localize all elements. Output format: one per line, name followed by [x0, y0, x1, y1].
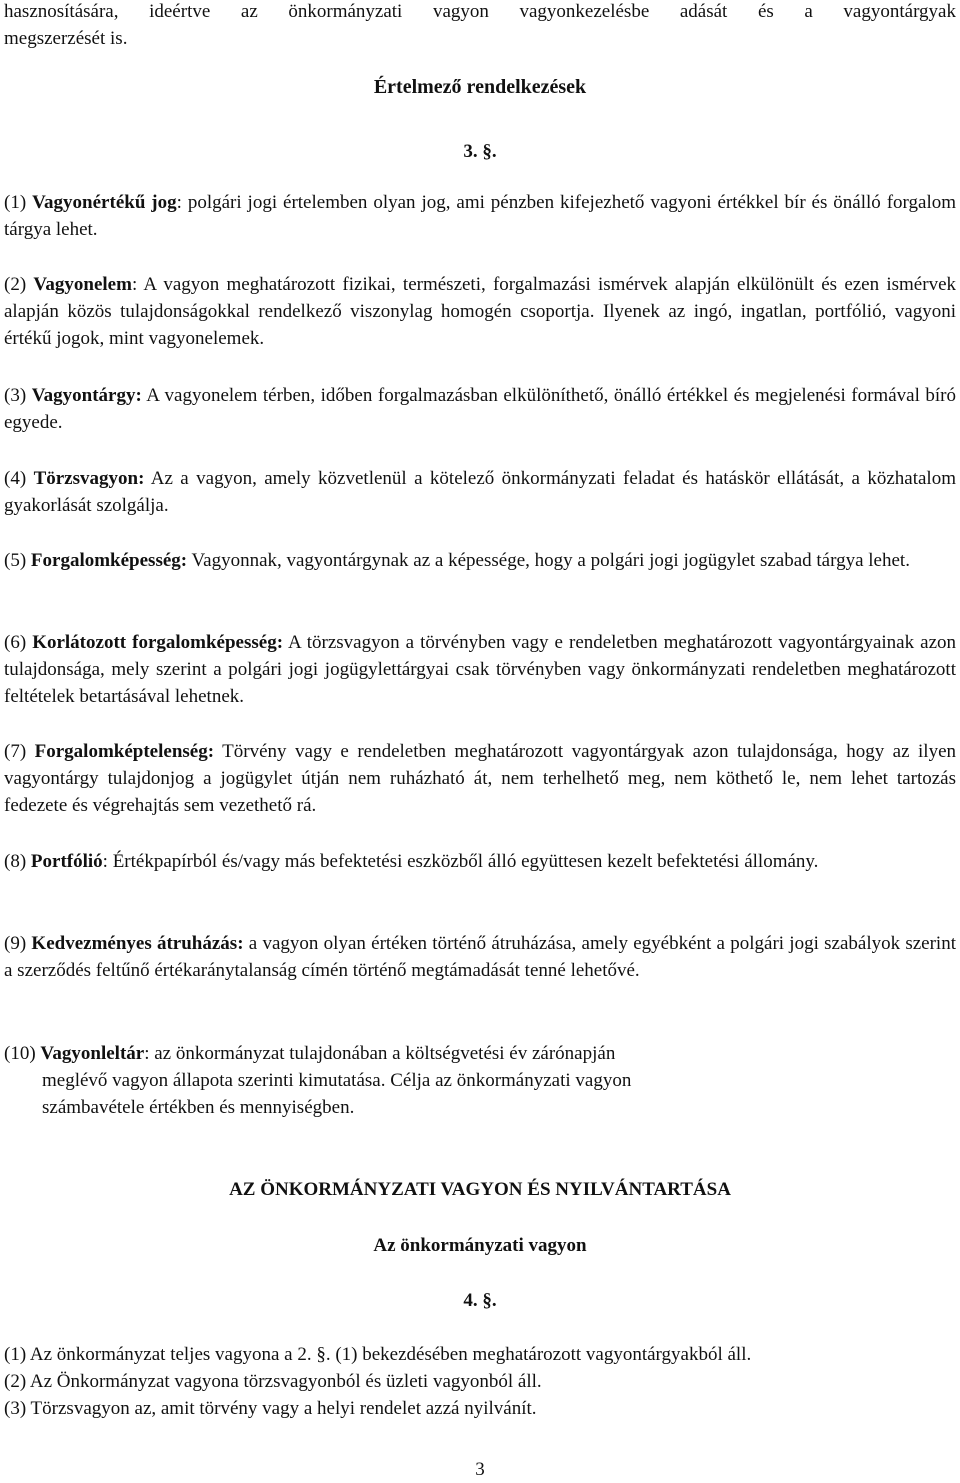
definition-term: Kedvezményes átruházás:: [31, 933, 244, 954]
definition-6: [4, 629, 956, 710]
section-number: 3. §.: [463, 141, 497, 162]
definition-text: Értékpapírból és/vagy más befektetési eszközből álló együttesen kezelt befektetési állomány.: [107, 851, 819, 872]
definition-1: (1) Vagyonértékű jog: polgári jogi értelemben olyan jog, ami pénzben kifejezhető vagyoni értékkel bír és önálló forgalom tárgya lehet.: [4, 192, 956, 240]
definition-number: (9): [4, 933, 27, 954]
definition-10-line-2: meglévő vagyon állapota szerinti kimutatása. Célja az önkormányzati vagyon: [42, 1070, 632, 1091]
definition-number: (1): [4, 192, 27, 213]
definition-number: (5): [4, 550, 27, 571]
subsection-number: 4. §.: [463, 1290, 497, 1311]
definition-text: Vagyonnak, vagyontárgynak az a képessége, hogy a polgári jogi jogügylet szabad tárgya lehet.: [187, 550, 910, 571]
definition-number: (8): [4, 851, 27, 872]
definition-term: Vagyontárgy:: [31, 385, 142, 406]
definition-term: Törzsvagyon:: [33, 468, 145, 489]
definition-text: A törzsvagyon a törvényben vagy e rendeletben meghatározott vagyontárgyainak azon tulajdonsága, mely szerint a polgári jogi jogügylettárgyai csak törvényben vagy önkormányzati rendeletben meghatározott feltételek betartásával lehetnek.: [4, 632, 957, 707]
definition-text: A vagyon meghatározott fizikai, természeti, forgalmazási ismérvek alapján elkülönült és ezen ismérvek alapján közös tulajdonságokkal rendelkező viszonylag homogén csoportja. Ilyenek az ingó, ingatlan, portfólió, vagyoni értékű jogok, mint vagyonelemek.: [4, 274, 957, 349]
list-item: (3) Törzsvagyon az, amit törvény vagy a helyi rendelet azzá nyilvánít.: [4, 1398, 537, 1419]
definition-number: (7): [4, 741, 27, 762]
definition-2: (2) Vagyonelem: A vagyon meghatározott fizikai, természeti, forgalmazási ismérvek alapján elkülönült és ezen ismérvek alapján közös tulajdonságokkal rendelkező viszonylag homogén csoportja. Ilyenek az ingó, ingatlan, portfólió, vagyoni értékű jogok, mint vagyonelemek.: [4, 274, 957, 349]
definition-10: [4, 1040, 615, 1067]
definition-number: (10): [4, 1043, 36, 1064]
section-title: Értelmező rendelkezések: [373, 76, 587, 98]
subsection-title: Az önkormányzati vagyon: [373, 1235, 587, 1256]
definition-number: (6): [4, 632, 27, 653]
definition-text: Az a vagyon, amely közvetlenül a kötelező önkormányzati feladat és hatáskör ellátását, a közhatalom gyakorlását szolgálja.: [4, 468, 956, 516]
definition-text: Törvény vagy e rendeletben meghatározott vagyontárgyak azon tulajdonsága, hogy az ilyen vagyontárgy tulajdonjog a jogügylet útján nem ruházható át, nem terhelhető meg, nem köthető le, nem lehet tartozás fedezete és végrehajtás sem vezethető rá.: [4, 741, 957, 816]
definition-text: A vagyonelem térben, időben forgalmazásban elkülöníthető, önálló értékkel és megjelenési formával bíró egyede.: [4, 385, 956, 433]
definition-text: a vagyon olyan értéken történő átruházása, amely egyébként a polgári jogi szabályok szerint a szerződés feltűnő értékaránytalanság címén történő megtámadását tenné lehetővé.: [4, 933, 956, 981]
definition-7: [4, 738, 956, 819]
intro-line-2: megszerzését is.: [4, 28, 128, 49]
definition-number: (4): [4, 468, 27, 489]
definition-term: Forgalomképesség:: [30, 550, 188, 571]
definition-term: Korlátozott forgalomképesség:: [32, 632, 284, 653]
definition-8: (8) Portfólió: Értékpapírból és/vagy más befektetési eszközből álló együttesen kezelt befektetési állomány.: [4, 851, 819, 872]
definition-text: : az önkormányzat tulajdonában a költségvetési év zárónapján: [144, 1043, 616, 1064]
definition-4: [4, 465, 956, 519]
definition-term: Vagyonleltár: [40, 1043, 145, 1064]
page-number: 3: [475, 1459, 485, 1480]
definition-5: [4, 547, 956, 574]
list-item: (1) Az önkormányzat teljes vagyona a 2. §. (1) bekezdésében meghatározott vagyontárgyakból áll.: [4, 1344, 752, 1365]
definition-text: polgári jogi értelemben olyan jog, ami pénzben kifejezhető vagyoni értékkel bír és önálló forgalom tárgya lehet.: [4, 192, 956, 240]
intro-line-1: hasznosítására, ideértve az önkormányzati vagyon vagyonkezelésbe adását és a vagyontárgyak: [4, 1, 956, 22]
definition-term: Portfólió: [30, 851, 103, 872]
definition-number: (3): [4, 385, 27, 406]
definition-term: Vagyonértékű jog: [32, 192, 177, 213]
definition-10-line-3: számbavétele értékben és mennyiségben.: [42, 1097, 355, 1118]
definition-term: Vagyonelem: [33, 274, 132, 295]
definition-term: Forgalomképtelenség:: [34, 741, 215, 762]
chapter-title: AZ ÖNKORMÁNYZATI VAGYON ÉS NYILVÁNTARTÁSA: [229, 1179, 731, 1200]
definition-3: [4, 382, 956, 436]
definition-number: (2): [4, 274, 27, 295]
definition-9: [4, 930, 956, 984]
list-item: (2) Az Önkormányzat vagyona törzsvagyonból és üzleti vagyonból áll.: [4, 1371, 542, 1392]
